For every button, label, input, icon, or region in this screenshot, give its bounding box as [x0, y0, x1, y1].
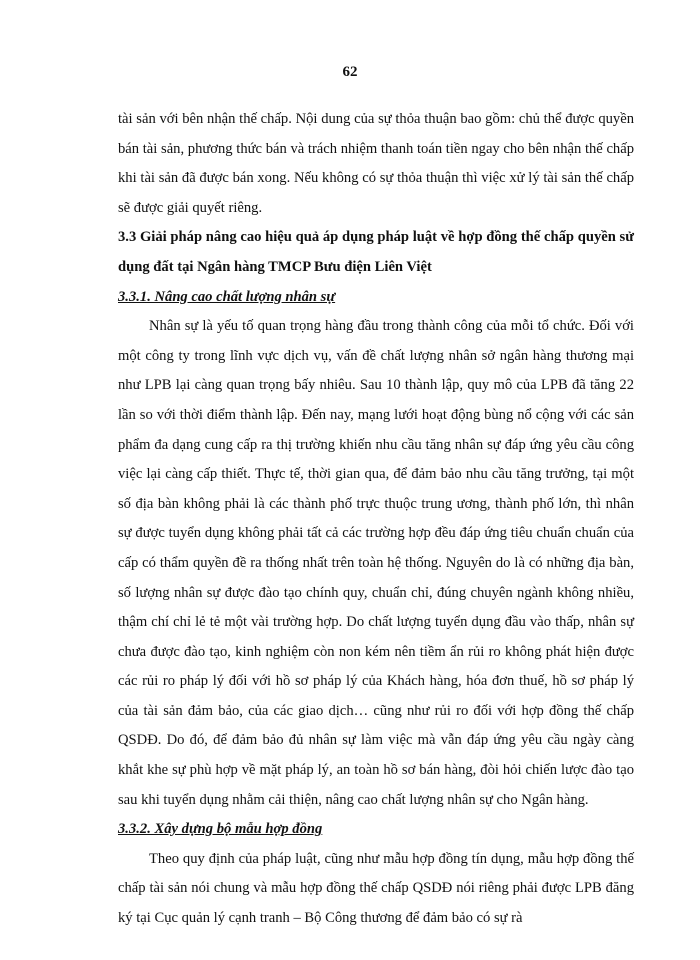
subsection-heading-3-3-1: 3.3.1. Nâng cao chất lượng nhân sự [118, 288, 336, 305]
page-number: 62 [342, 64, 358, 80]
page-body [118, 105, 634, 934]
paragraph-intro: tài sản với bên nhận thế chấp. Nội dung của sự thỏa thuận bao gồm: chủ thể được quyền bán tài sản, phương thức bán và trách nhiệm thanh toán tiền ngay cho bên nhận thế chấp khi tài sản đã được bán xong. Nếu không có sự thỏa thuận thì việc xử lý tài sản thế chấp sẽ được giải quyết riêng. [118, 111, 634, 216]
paragraph-contract-templates: Theo quy định của pháp luật, cũng như mẫu hợp đồng tín dụng, mẫu hợp đồng thế chấp tài sản nói chung và mẫu hợp đồng thế chấp QSDĐ nói riêng phải được LPB đăng ký tại Cục quản lý cạnh tranh – Bộ Công thương để đảm bảo có sự rà [118, 850, 634, 927]
paragraph-hr-quality: Nhân sự là yếu tố quan trọng hàng đầu trong thành công của mỗi tổ chức. Đối với một công ty trong lĩnh vực dịch vụ, vấn đề chất lượng nhân sở ngân hàng thương mại như LPB lại càng quan trọng bấy nhiêu. Sau 10 thành lập, quy mô của LPB đã tăng 22 lần so với thời điểm thành lập. Đến nay, mạng lưới hoạt động bùng nổ cộng với các sản phẩm đa dạng cung cấp ra thị trường khiến nhu cầu tăng nhân sự đáp ứng yêu cầu công việc lại càng cấp thiết. Thực tế, thời gian qua, để đảm bảo nhu cầu tăng trưởng, tại một số địa bàn không phải là các thành phố trực thuộc trung ương, thành phố lớn, thì nhân sự được tuyển dụng không phải tất cả các trường hợp đều đáp ứng tiêu chuẩn chuẩn của cấp có thẩm quyền đề ra thống nhất trên toàn hệ thống. Nguyên do là có những địa bàn, số lượng nhân sự được đào tạo chính quy, chuẩn chỉ, đúng chuyên ngành không nhiều, thậm chí chỉ lẻ tẻ một vài trường hợp. Do chất lượng tuyển dụng đầu vào thấp, nhân sự chưa được đào tạo, kinh nghiệm còn non kém nên tiềm ẩn rủi ro không phát hiện được các rủi ro pháp lý đối với hồ sơ pháp lý của Khách hàng, hóa đơn thuế, hồ sơ pháp lý của tài sản đảm bảo, của các giao dịch… cũng như rủi ro đối với hợp đồng thế chấp QSDĐ. Do đó, để đảm bảo đủ nhân sự làm việc mà vẫn đáp ứng yêu cầu ngày càng khắt khe sự phù hợp về mặt pháp lý, an toàn hồ sơ bán hàng, đòi hỏi chiến lược đào tạo sau khi tuyển dụng nhằm cải thiện, nâng cao chất lượng nhân sự cho Ngân hàng. [118, 318, 634, 808]
section-heading-3-3: 3.3 Giải pháp nâng cao hiệu quả áp dụng pháp luật về hợp đồng thế chấp quyền sử dụng đất tại Ngân hàng TMCP Bưu điện Liên Việt [118, 229, 634, 275]
subsection-heading-3-3-2: 3.3.2. Xây dựng bộ mẫu hợp đồng [118, 821, 323, 838]
